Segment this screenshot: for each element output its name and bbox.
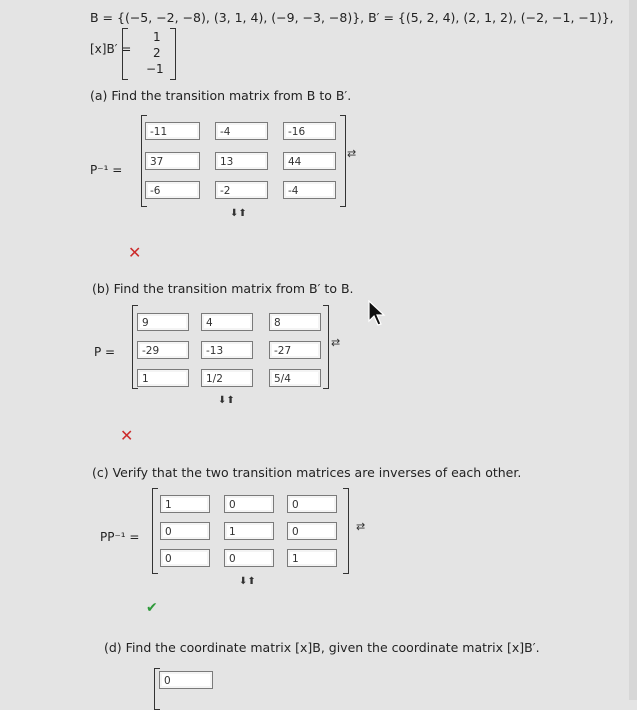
matrix-a-cell-2-2[interactable]: 13 bbox=[215, 152, 268, 170]
part-a-incorrect-icon: ✕ bbox=[128, 243, 142, 262]
matrix-a-cell-3-2[interactable]: -2 bbox=[215, 181, 268, 199]
matrix-a-cell-1-2[interactable]: -4 bbox=[215, 122, 268, 140]
matrix-a-cell-2-3[interactable]: 44 bbox=[283, 152, 336, 170]
part-b-incorrect-icon: ✕ bbox=[120, 426, 134, 445]
coord-value-2: 2 bbox=[153, 46, 161, 60]
part-b-row-arrows-icon[interactable]: ⬇⬆ bbox=[218, 395, 235, 406]
right-edge-scrollbar[interactable] bbox=[629, 0, 637, 700]
part-c-swap-icon[interactable]: ⇄ bbox=[356, 520, 366, 533]
part-c-label: PP⁻¹ = bbox=[100, 530, 140, 544]
part-d-prompt: (d) Find the coordinate matrix [x]B, given the coordinate matrix [x]B′. bbox=[104, 640, 540, 655]
part-a-label: P⁻¹ = bbox=[90, 163, 123, 177]
coord-left-bracket bbox=[122, 28, 128, 80]
matrix-c-cell-1-1[interactable]: 1 bbox=[160, 495, 210, 513]
matrix-a-cell-1-1[interactable]: -11 bbox=[145, 122, 200, 140]
part-a-swap-icon[interactable]: ⇄ bbox=[347, 147, 357, 160]
matrix-a-cell-1-3[interactable]: -16 bbox=[283, 122, 336, 140]
matrix-d-cell-1[interactable]: 0 bbox=[159, 671, 213, 689]
matrix-c-cell-3-2[interactable]: 0 bbox=[224, 549, 274, 567]
coord-b-prime-label: [x]B′ = bbox=[90, 42, 132, 56]
part-b-swap-icon[interactable]: ⇄ bbox=[331, 336, 341, 349]
matrix-c-cell-2-2[interactable]: 1 bbox=[224, 522, 274, 540]
part-c-left-bracket bbox=[152, 488, 158, 574]
coord-right-bracket bbox=[170, 28, 176, 80]
part-a-row-arrows-icon[interactable]: ⬇⬆ bbox=[230, 208, 247, 219]
part-c-prompt: (c) Verify that the two transition matrices are inverses of each other. bbox=[92, 465, 522, 480]
matrix-b-cell-1-3[interactable]: 8 bbox=[269, 313, 321, 331]
matrix-c-cell-1-3[interactable]: 0 bbox=[287, 495, 337, 513]
part-b-label: P = bbox=[94, 345, 116, 359]
basis-sets-text: B = {(−5, −2, −8), (3, 1, 4), (−9, −3, −8)}, B′ = {(5, 2, 4), (2, 1, 2), (−2, −1, −1)}, bbox=[90, 10, 614, 25]
mouse-pointer-icon bbox=[368, 300, 390, 326]
part-a-prompt: (a) Find the transition matrix from B to B′. bbox=[90, 88, 352, 103]
part-a-right-bracket bbox=[340, 115, 346, 207]
matrix-c-cell-3-1[interactable]: 0 bbox=[160, 549, 210, 567]
matrix-b-cell-1-1[interactable]: 9 bbox=[137, 313, 189, 331]
part-b-prompt: (b) Find the transition matrix from B′ to B. bbox=[92, 281, 354, 296]
matrix-c-cell-2-1[interactable]: 0 bbox=[160, 522, 210, 540]
matrix-a-cell-2-1[interactable]: 37 bbox=[145, 152, 200, 170]
matrix-b-cell-3-2[interactable]: 1/2 bbox=[201, 369, 253, 387]
matrix-b-cell-1-2[interactable]: 4 bbox=[201, 313, 253, 331]
part-c-right-bracket bbox=[343, 488, 349, 574]
matrix-b-cell-3-1[interactable]: 1 bbox=[137, 369, 189, 387]
matrix-b-cell-2-1[interactable]: -29 bbox=[137, 341, 189, 359]
part-c-correct-icon: ✔ bbox=[146, 600, 158, 616]
matrix-b-cell-2-3[interactable]: -27 bbox=[269, 341, 321, 359]
coord-value-3: −1 bbox=[146, 62, 164, 76]
matrix-a-cell-3-1[interactable]: -6 bbox=[145, 181, 200, 199]
matrix-b-cell-2-2[interactable]: -13 bbox=[201, 341, 253, 359]
coord-value-1: 1 bbox=[153, 30, 161, 44]
matrix-c-cell-1-2[interactable]: 0 bbox=[224, 495, 274, 513]
matrix-b-cell-3-3[interactable]: 5/4 bbox=[269, 369, 321, 387]
matrix-c-cell-3-3[interactable]: 1 bbox=[287, 549, 337, 567]
matrix-c-cell-2-3[interactable]: 0 bbox=[287, 522, 337, 540]
matrix-a-cell-3-3[interactable]: -4 bbox=[283, 181, 336, 199]
part-b-right-bracket bbox=[323, 305, 329, 389]
part-c-row-arrows-icon[interactable]: ⬇⬆ bbox=[239, 576, 256, 587]
